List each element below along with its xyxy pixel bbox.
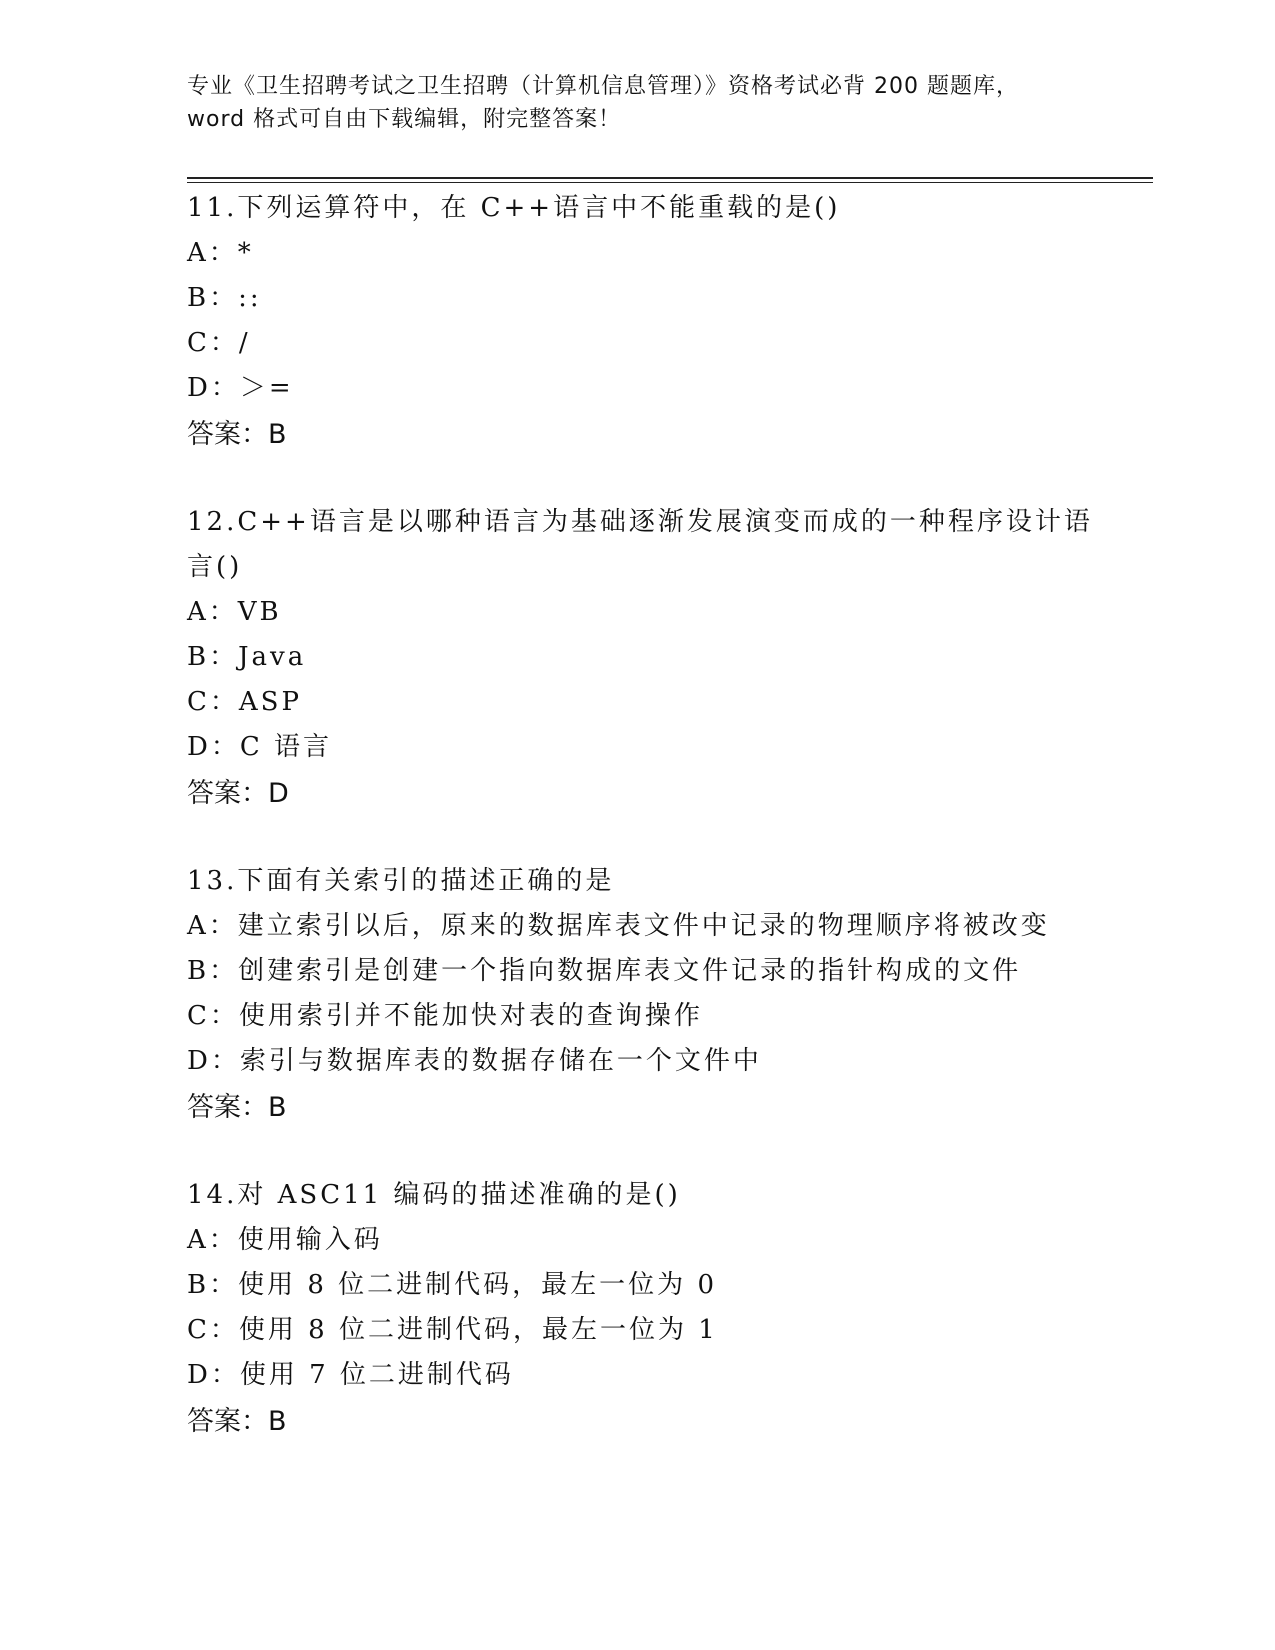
option-text: VB bbox=[237, 597, 282, 627]
option-label: D： bbox=[187, 373, 240, 403]
option-label: C： bbox=[187, 1315, 239, 1345]
question-13 bbox=[187, 859, 1117, 1131]
option-label: A： bbox=[187, 238, 238, 268]
option-label: B： bbox=[187, 1270, 239, 1300]
option-label: D： bbox=[187, 732, 240, 762]
header-line-1: 专业《卫生招聘考试之卫生招聘（计算机信息管理）》资格考试必背 200 题题库， bbox=[187, 74, 1019, 99]
question-stem bbox=[187, 859, 1117, 904]
option-label: C： bbox=[187, 328, 239, 358]
answer-value: B bbox=[268, 1406, 287, 1437]
option-text: 使用 8 位二进制代码，最左一位为 0 bbox=[238, 1270, 717, 1300]
option-d bbox=[187, 366, 1117, 411]
option-label: C： bbox=[187, 1001, 239, 1031]
option-text: 使用输入码 bbox=[237, 1225, 383, 1255]
answer-label: 答案： bbox=[187, 778, 268, 809]
question-text: C++语言是以哪种语言为基础逐渐发展演变而成的一种程序设计语 bbox=[237, 507, 1093, 537]
option-label: D： bbox=[187, 1360, 240, 1390]
question-12 bbox=[187, 500, 1117, 817]
answer-label: 答案： bbox=[187, 1092, 268, 1123]
option-text: * bbox=[237, 238, 254, 268]
header-divider bbox=[187, 177, 1153, 183]
option-d bbox=[187, 725, 1117, 770]
option-text: Java bbox=[238, 642, 307, 672]
question-list bbox=[187, 186, 1117, 1487]
option-b bbox=[187, 635, 1117, 680]
question-number: 11. bbox=[187, 193, 238, 223]
option-text: 使用 7 位二进制代码 bbox=[239, 1360, 514, 1390]
option-text: C 语言 bbox=[239, 732, 333, 762]
question-text: 下面有关索引的描述正确的是 bbox=[237, 866, 615, 896]
option-text: ASP bbox=[238, 687, 302, 717]
answer bbox=[187, 1398, 1117, 1445]
question-number: 13. bbox=[187, 866, 238, 896]
option-label: D： bbox=[187, 1046, 240, 1076]
question-stem bbox=[187, 500, 1117, 545]
header-line-2: word 格式可自由下载编辑，附完整答案！ bbox=[187, 107, 622, 132]
document-header bbox=[187, 70, 1087, 136]
answer bbox=[187, 1084, 1117, 1131]
question-text: 下列运算符中，在 C++语言中不能重载的是() bbox=[237, 193, 841, 223]
option-text: 建立索引以后，原来的数据库表文件中记录的物理顺序将被改变 bbox=[237, 911, 1050, 941]
option-b bbox=[187, 1263, 1117, 1308]
question-11 bbox=[187, 186, 1117, 458]
option-label: A： bbox=[187, 1225, 238, 1255]
answer-label: 答案： bbox=[187, 1406, 268, 1437]
answer-label: 答案： bbox=[187, 419, 268, 450]
option-text: :: bbox=[238, 283, 262, 313]
option-text: / bbox=[238, 328, 251, 358]
option-text: 索引与数据库表的数据存储在一个文件中 bbox=[239, 1046, 762, 1076]
answer bbox=[187, 411, 1117, 458]
option-a bbox=[187, 590, 1117, 635]
option-b bbox=[187, 949, 1117, 994]
option-label: B： bbox=[187, 642, 239, 672]
option-text: ＞= bbox=[239, 373, 294, 403]
option-a bbox=[187, 904, 1117, 949]
option-label: C： bbox=[187, 687, 239, 717]
option-text: 使用索引并不能加快对表的查询操作 bbox=[238, 1001, 703, 1031]
question-stem bbox=[187, 1173, 1117, 1218]
option-a bbox=[187, 231, 1117, 276]
answer bbox=[187, 770, 1117, 817]
option-c bbox=[187, 321, 1117, 366]
option-c bbox=[187, 994, 1117, 1039]
question-stem bbox=[187, 186, 1117, 231]
answer-value: B bbox=[268, 419, 287, 450]
option-b bbox=[187, 276, 1117, 321]
answer-value: B bbox=[268, 1092, 287, 1123]
question-stem-continued: 言() bbox=[187, 552, 243, 582]
option-c bbox=[187, 1308, 1117, 1353]
option-d bbox=[187, 1039, 1117, 1084]
option-label: A： bbox=[187, 911, 238, 941]
option-a bbox=[187, 1218, 1117, 1263]
option-label: A： bbox=[187, 597, 238, 627]
option-c bbox=[187, 680, 1117, 725]
question-text: 对 ASC11 编码的描述准确的是() bbox=[237, 1180, 681, 1210]
question-number: 14. bbox=[187, 1180, 238, 1210]
question-number: 12. bbox=[187, 507, 238, 537]
option-text: 创建索引是创建一个指向数据库表文件记录的指针构成的文件 bbox=[238, 956, 1022, 986]
option-d bbox=[187, 1353, 1117, 1398]
option-label: B： bbox=[187, 283, 239, 313]
option-label: B： bbox=[187, 956, 239, 986]
option-text: 使用 8 位二进制代码，最左一位为 1 bbox=[238, 1315, 718, 1345]
question-14 bbox=[187, 1173, 1117, 1445]
answer-value: D bbox=[268, 778, 289, 809]
